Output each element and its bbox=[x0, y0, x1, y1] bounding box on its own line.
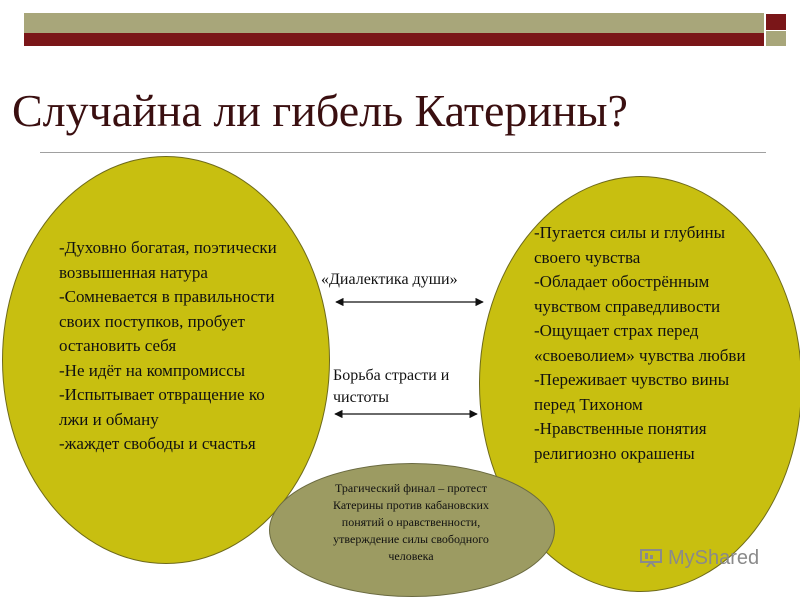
left-trait-line: -Сомневается в правильности bbox=[59, 287, 275, 306]
left-trait-line: -Не идёт на компромиссы bbox=[59, 360, 246, 380]
conclusion-line: Трагический финал – протест bbox=[335, 481, 487, 495]
right-trait-line: -Ощущает страх перед bbox=[534, 321, 699, 340]
left-trait-line: остановить себя bbox=[59, 336, 177, 355]
struggle-label-line: Борьба страсти и bbox=[333, 367, 450, 384]
dialectic-label: «Диалектика души» bbox=[321, 271, 458, 288]
right-trait-line: «своеволием» чувства любви bbox=[534, 345, 746, 365]
right-trait-line: своего чувства bbox=[534, 247, 641, 267]
right-trait-line: -Нравственные понятия bbox=[534, 419, 707, 438]
right-trait-line: -Переживает чувство вины bbox=[534, 370, 730, 389]
presentation-icon bbox=[640, 549, 662, 567]
conclusion-line: Катерины против кабановских bbox=[333, 498, 489, 512]
left-trait-line: -Духовно богатая, поэтически bbox=[59, 238, 277, 257]
right-trait-line: религиозно окрашены bbox=[534, 443, 695, 463]
left-trait-line: лжи и обману bbox=[59, 409, 159, 429]
conclusion-line: понятий о нравственности, bbox=[341, 515, 481, 529]
left-trait-line: возвышенная натура bbox=[59, 262, 208, 282]
right-trait-line: чувством справедливости bbox=[534, 296, 721, 316]
left-trait-line: своих поступков, пробует bbox=[59, 311, 245, 331]
slide-title: Случайна ли гибель Катерины? bbox=[12, 85, 628, 136]
conclusion-text bbox=[288, 480, 534, 565]
conclusion-line: человека bbox=[388, 549, 434, 563]
watermark-text: MyShared bbox=[668, 547, 760, 569]
struggle-label-line: чистоты bbox=[333, 389, 390, 406]
right-trait-line: -Пугается силы и глубины bbox=[534, 223, 726, 242]
right-trait-line: -Обладает обострённым bbox=[534, 272, 710, 291]
right-trait-line: перед Тихоном bbox=[534, 394, 643, 414]
left-trait-line: -жаждет свободы и счастья bbox=[59, 434, 256, 453]
myshared-watermark bbox=[640, 547, 759, 570]
conclusion-line: утверждение силы свободного bbox=[333, 532, 489, 546]
left-trait-line: -Испытывает отвращение ко bbox=[59, 385, 265, 404]
